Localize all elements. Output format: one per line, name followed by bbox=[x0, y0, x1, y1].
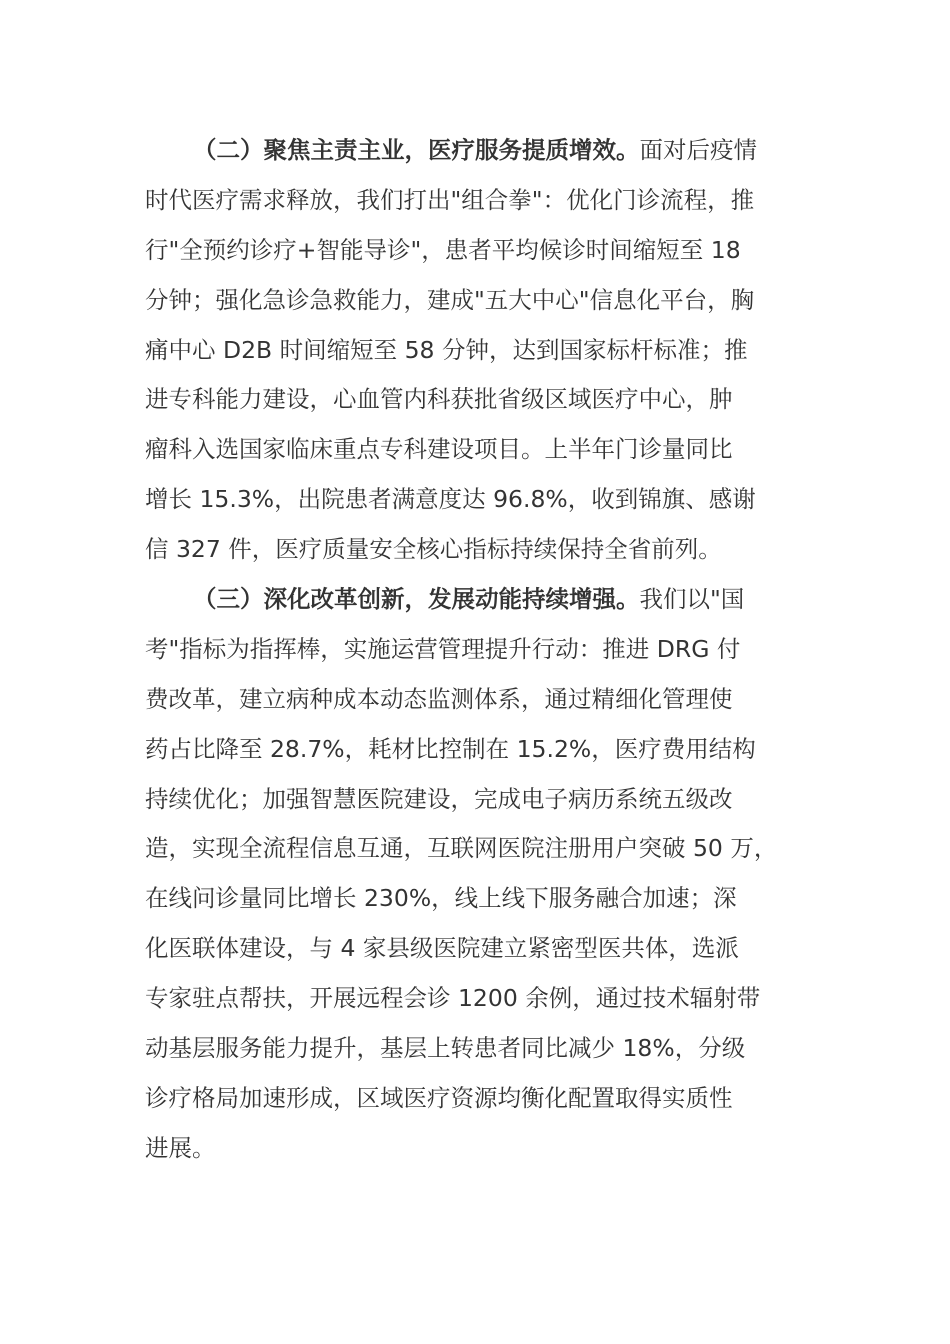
section-3-line-7: 在线问诊量同比增长 230%，线上线下服务融合加速；深 bbox=[145, 884, 737, 913]
section-3-line-4: 药占比降至 28.7%，耗材比控制在 15.2%，医疗费用结构 bbox=[145, 734, 756, 763]
section-3-line-5: 持续优化；加强智慧医院建设，完成电子病历系统五级改 bbox=[145, 784, 733, 813]
section-3-line-3: 费改革，建立病种成本动态监测体系，通过精细化管理使 bbox=[145, 684, 733, 713]
section-2-line-5: 痛中心 D2B 时间缩短至 58 分钟，达到国家标杆标准；推 bbox=[145, 335, 748, 364]
section-3-line-10: 动基层服务能力提升，基层上转患者同比减少 18%，分级 bbox=[145, 1034, 746, 1063]
section-3-line-12: 进展。 bbox=[145, 1133, 216, 1162]
section-2-heading: （二）聚焦主责主业，医疗服务提质增效。 bbox=[193, 136, 640, 164]
document-body bbox=[145, 126, 825, 1174]
section-3-line-6: 造，实现全流程信息互通，互联网医院注册用户突破 50 万， bbox=[145, 834, 778, 863]
section-2-line-9: 信 327 件，医疗质量安全核心指标持续保持全省前列。 bbox=[145, 535, 722, 564]
section-3-line-8: 化医联体建设，与 4 家县级医院建立紧密型医共体，选派 bbox=[145, 934, 739, 963]
section-3-line-11: 诊疗格局加速形成，区域医疗资源均衡化配置取得实质性 bbox=[145, 1083, 733, 1112]
section-2-line-4: 分钟；强化急诊急救能力，建成"五大中心"信息化平台，胸 bbox=[145, 285, 755, 314]
section-3-line-2: 考"指标为指挥棒，实施运营管理提升行动：推进 DRG 付 bbox=[145, 634, 741, 663]
section-3-heading: （三）深化改革创新，发展动能持续增强。 bbox=[193, 585, 640, 614]
section-2-line-7: 瘤科入选国家临床重点专科建设项目。上半年门诊量同比 bbox=[145, 435, 733, 464]
section-2-line-3: 行"全预约诊疗+智能导诊"，患者平均候诊时间缩短至 18 bbox=[145, 235, 741, 264]
section-2-line-2: 时代医疗需求释放，我们打出"组合拳"：优化门诊流程，推 bbox=[145, 185, 755, 214]
section-3-first-line bbox=[145, 575, 825, 625]
section-3-line-1: 我们以"国 bbox=[639, 585, 745, 614]
section-2-first-line bbox=[145, 126, 825, 176]
section-3-line-9: 专家驻点帮扶，开展远程会诊 1200 余例，通过技术辐射带 bbox=[145, 984, 761, 1013]
section-2-line-6: 进专科能力建设，心血管内科获批省级区域医疗中心，肿 bbox=[145, 385, 733, 414]
section-2-line-1: 面对后疫情 bbox=[639, 136, 757, 164]
section-2-line-8: 增长 15.3%，出院患者满意度达 96.8%，收到锦旗、感谢 bbox=[145, 485, 756, 514]
